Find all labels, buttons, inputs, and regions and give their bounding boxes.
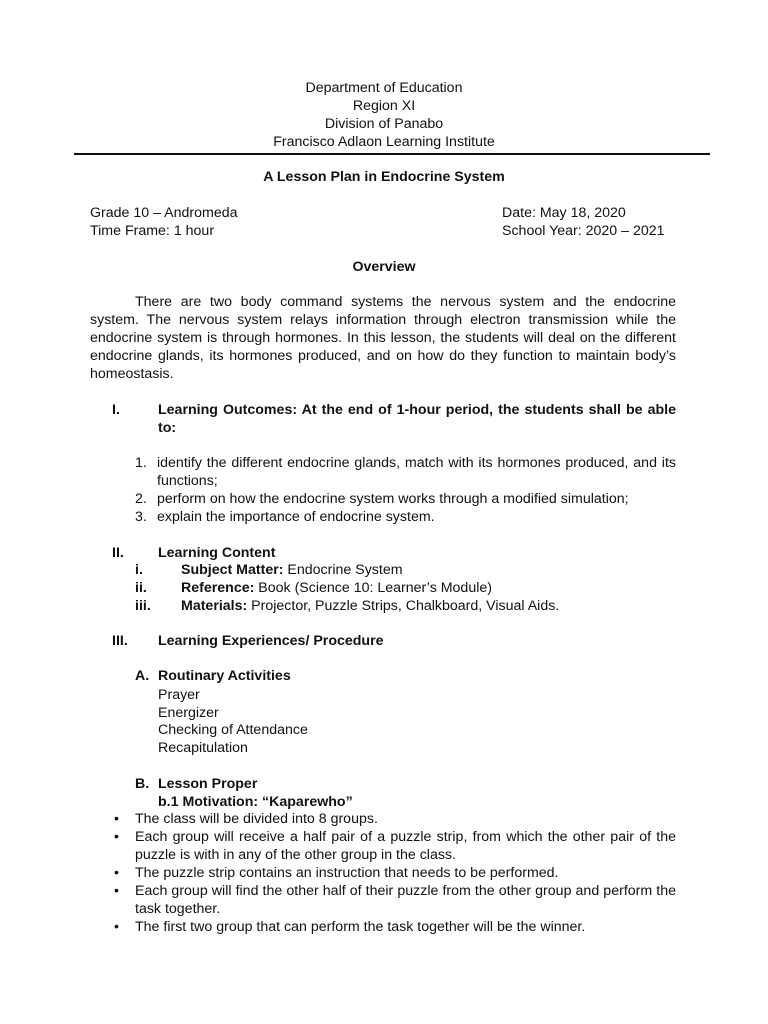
routine-item: Prayer bbox=[158, 687, 200, 703]
outcome-number: 1. bbox=[135, 455, 147, 471]
content-item-value: Book (Science 10: Learner’s Module) bbox=[254, 580, 492, 596]
content-item bbox=[181, 561, 403, 579]
section-2-title: Learning Content bbox=[158, 545, 276, 561]
subsection-b-title: Lesson Proper bbox=[158, 776, 258, 792]
date-label: Date: May 18, 2020 bbox=[502, 205, 626, 221]
section-3-title: Learning Experiences/ Procedure bbox=[158, 633, 384, 649]
bullet-item: Each group will receive a half pair of a puzzle strip, from which the other pair of the puzzle is with in any of the other group in the class. bbox=[135, 829, 676, 863]
section-1-numeral: I. bbox=[112, 402, 120, 418]
time-frame-label: Time Frame: 1 hour bbox=[90, 223, 215, 239]
content-item-value: Projector, Puzzle Strips, Chalkboard, Visual Aids. bbox=[247, 598, 560, 614]
bullet-icon: • bbox=[114, 865, 119, 881]
bullet-item: The class will be divided into 8 groups. bbox=[135, 811, 378, 827]
bullet-item: The puzzle strip contains an instruction that needs to be performed. bbox=[135, 865, 559, 881]
bullet-item: Each group will find the other half of their puzzle from the other group and perform the task together. bbox=[135, 883, 676, 917]
routine-item: Energizer bbox=[158, 705, 219, 721]
bullet-item: The first two group that can perform the task together will be the winner. bbox=[135, 919, 586, 935]
header-department: Department of Education bbox=[305, 80, 463, 96]
header-division: Division of Panabo bbox=[324, 116, 444, 132]
outcome-item: identify the different endocrine glands, match with its hormones produced, and its functions; bbox=[157, 455, 676, 489]
overview-paragraph: There are two body command systems the nervous system and the endocrine system. The nervous system relays information through electron transmission while the endocrine system is through hormones. In this lesson, the students will deal on the different endocrine glands, its hormones produced, and on how do they function to maintain body’s homeostasis. bbox=[90, 294, 676, 382]
subsection-a-letter: A. bbox=[135, 668, 150, 684]
lesson-title: A Lesson Plan in Endocrine System bbox=[263, 169, 505, 185]
header-divider bbox=[74, 153, 710, 155]
outcome-item: perform on how the endocrine system works through a modified simulation; bbox=[157, 491, 629, 507]
subsection-a-title: Routinary Activities bbox=[158, 668, 291, 684]
grade-label: Grade 10 – Andromeda bbox=[90, 205, 238, 221]
header-region: Region XI bbox=[352, 98, 416, 114]
header-school: Francisco Adlaon Learning Institute bbox=[273, 134, 495, 150]
content-item-label: Materials: bbox=[181, 598, 248, 614]
content-number: i. bbox=[135, 562, 143, 578]
content-item bbox=[181, 579, 492, 597]
content-item bbox=[181, 597, 559, 615]
school-year-label: School Year: 2020 – 2021 bbox=[502, 223, 665, 239]
section-3-numeral: III. bbox=[112, 633, 128, 649]
content-number: iii. bbox=[135, 598, 151, 614]
overview-heading: Overview bbox=[352, 259, 416, 275]
outcome-number: 2. bbox=[135, 491, 147, 507]
content-number: ii. bbox=[135, 580, 147, 596]
content-item-value: Endocrine System bbox=[283, 562, 403, 578]
content-item-label: Subject Matter: bbox=[181, 562, 284, 578]
routine-item: Checking of Attendance bbox=[158, 722, 308, 738]
section-2-numeral: II. bbox=[112, 545, 124, 561]
bullet-icon: • bbox=[114, 829, 119, 845]
outcome-item: explain the importance of endocrine system. bbox=[157, 509, 435, 525]
bullet-icon: • bbox=[114, 883, 119, 899]
content-item-label: Reference: bbox=[181, 580, 255, 596]
bullet-icon: • bbox=[114, 811, 119, 827]
motivation-heading: b.1 Motivation: “Kaparewho” bbox=[158, 794, 353, 810]
routine-item: Recapitulation bbox=[158, 740, 248, 756]
bullet-icon: • bbox=[114, 919, 119, 935]
subsection-b-letter: B. bbox=[135, 776, 150, 792]
section-1-title: Learning Outcomes: At the end of 1-hour period, the students shall be able to: bbox=[158, 402, 676, 436]
outcome-number: 3. bbox=[135, 509, 147, 525]
